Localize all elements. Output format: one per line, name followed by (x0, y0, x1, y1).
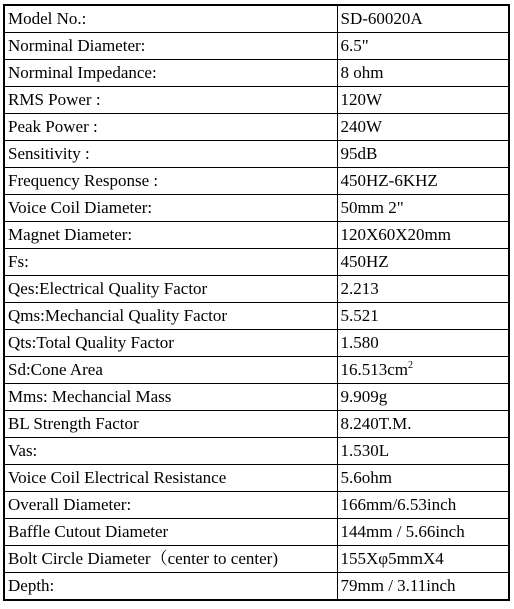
spec-row (4, 330, 509, 357)
spec-value-text: 95dB (340, 144, 378, 163)
spec-row (4, 33, 509, 60)
spec-row (4, 5, 509, 33)
spec-value (337, 303, 509, 330)
spec-value-text: 2.213 (340, 279, 379, 298)
spec-value (337, 141, 509, 168)
spec-value-text: 8.240T.M. (340, 414, 412, 433)
spec-label: Norminal Diameter: (4, 33, 337, 60)
spec-label: Frequency Response : (4, 168, 337, 195)
spec-value-text: 144mm / 5.66inch (340, 522, 465, 541)
spec-value (337, 114, 509, 141)
spec-value (337, 411, 509, 438)
spec-value-text: 166mm/6.53inch (340, 495, 457, 514)
spec-row (4, 195, 509, 222)
spec-value-text: 1.580 (340, 333, 379, 352)
spec-row (4, 87, 509, 114)
spec-label: Bolt Circle Diameter（center to center) (4, 546, 337, 573)
spec-value-text: 8 ohm (340, 63, 384, 82)
spec-value-text: 1.530L (340, 441, 390, 460)
spec-value-text: 5.521 (340, 306, 379, 325)
spec-value (337, 546, 509, 573)
spec-value (337, 195, 509, 222)
spec-label: BL Strength Factor (4, 411, 337, 438)
superscript: 2 (408, 360, 414, 371)
spec-label: Voice Coil Electrical Resistance (4, 465, 337, 492)
spec-value (337, 438, 509, 465)
spec-value (337, 573, 509, 601)
spec-row (4, 249, 509, 276)
spec-label: Voice Coil Diameter: (4, 195, 337, 222)
spec-label: Qms:Mechancial Quality Factor (4, 303, 337, 330)
spec-value-text: 16.513cm (340, 360, 409, 379)
spec-value (337, 519, 509, 546)
spec-row (4, 411, 509, 438)
spec-value (337, 384, 509, 411)
spec-value-text: 79mm / 3.11inch (340, 576, 456, 595)
spec-label: Mms: Mechancial Mass (4, 384, 337, 411)
spec-label: Overall Diameter: (4, 492, 337, 519)
spec-row (4, 573, 509, 601)
spec-label: Qts:Total Quality Factor (4, 330, 337, 357)
spec-row (4, 222, 509, 249)
spec-row (4, 168, 509, 195)
spec-row (4, 546, 509, 573)
spec-label: Magnet Diameter: (4, 222, 337, 249)
spec-value-text: 50mm 2" (340, 198, 404, 217)
spec-label: Model No.: (4, 5, 337, 33)
spec-value (337, 492, 509, 519)
spec-label: Depth: (4, 573, 337, 601)
spec-value-text: 450HZ (340, 252, 389, 271)
spec-row (4, 60, 509, 87)
spec-value-text: 450HZ-6KHZ (340, 171, 438, 190)
spec-label: Qes:Electrical Quality Factor (4, 276, 337, 303)
spec-table-body (4, 5, 509, 600)
spec-value-text: 120W (340, 90, 383, 109)
spec-value-text: 155Xφ5mmX4 (340, 549, 444, 568)
spec-row (4, 492, 509, 519)
spec-value-text: 120X60X20mm (340, 225, 451, 244)
spec-label: Vas: (4, 438, 337, 465)
spec-value (337, 168, 509, 195)
spec-label: Peak Power : (4, 114, 337, 141)
spec-value-text: 240W (340, 117, 383, 136)
spec-value-text: SD-60020A (340, 9, 423, 28)
spec-label: Fs: (4, 249, 337, 276)
spec-label: Baffle Cutout Diameter (4, 519, 337, 546)
spec-value-text: 9.909g (340, 387, 388, 406)
spec-value (337, 465, 509, 492)
spec-label: Norminal Impedance: (4, 60, 337, 87)
spec-value (337, 87, 509, 114)
spec-row (4, 357, 509, 384)
spec-value (337, 357, 509, 384)
spec-row (4, 465, 509, 492)
spec-value (337, 276, 509, 303)
spec-row (4, 141, 509, 168)
spec-value (337, 5, 509, 33)
spec-row (4, 519, 509, 546)
spec-row (4, 438, 509, 465)
spec-value-text: 5.6ohm (340, 468, 392, 487)
spec-value (337, 249, 509, 276)
spec-label: Sd:Cone Area (4, 357, 337, 384)
spec-value (337, 33, 509, 60)
spec-value-text: 6.5" (340, 36, 369, 55)
spec-value (337, 330, 509, 357)
spec-row (4, 303, 509, 330)
spec-label: Sensitivity : (4, 141, 337, 168)
spec-value (337, 222, 509, 249)
spec-row (4, 384, 509, 411)
spec-value (337, 60, 509, 87)
spec-row (4, 276, 509, 303)
spec-label: RMS Power : (4, 87, 337, 114)
spec-row (4, 114, 509, 141)
speaker-spec-table (3, 4, 510, 601)
